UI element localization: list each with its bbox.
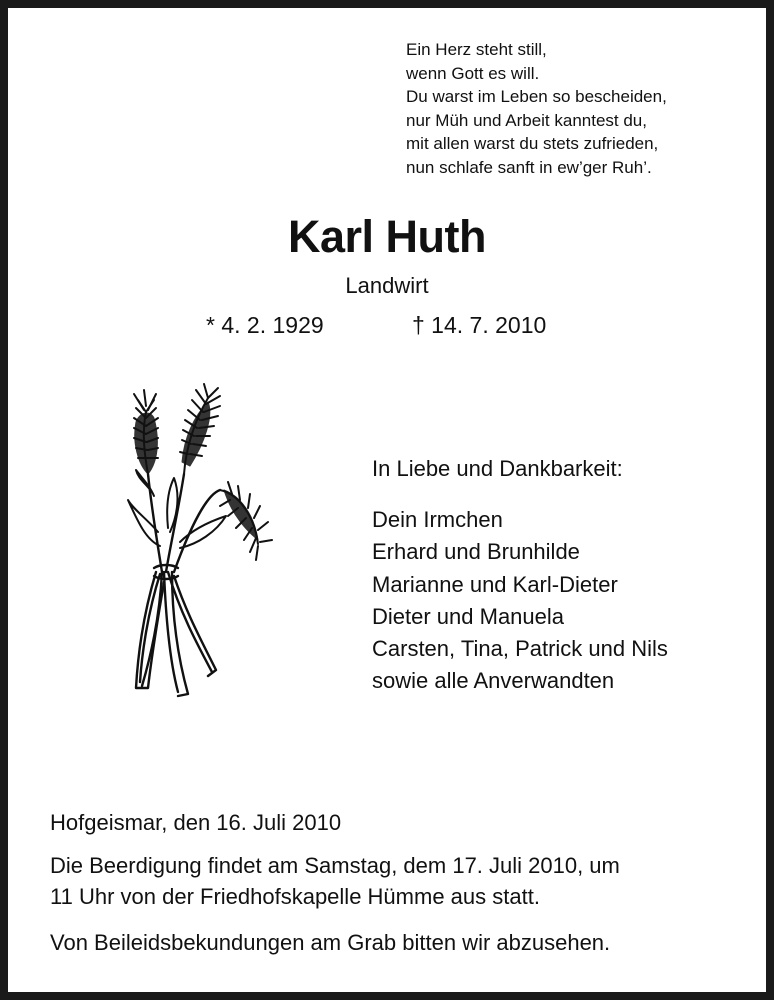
mourner: Erhard und Brunhilde [372,539,580,565]
poem-line: Du warst im Leben so bescheiden, [406,87,667,107]
poem-line: nur Müh und Arbeit kanntest du, [406,110,647,130]
mourner: Dein Irmchen [372,507,503,532]
poem-line: wenn Gott es will. [406,63,540,83]
deceased-name: Karl Huth [288,211,486,262]
mourner: Dieter und Manuela [372,603,565,629]
poem-line: nun schlafe sanft in ew’ger Ruh’. [406,157,652,177]
thanks-line: In Liebe und Dankbarkeit: [372,456,623,481]
birth-date: * 4. 2. 1929 [206,312,324,338]
mourner: Marianne und Karl-Dieter [372,571,618,597]
wheat-sheaf-icon [108,382,278,702]
place-date: Hofgeismar, den 16. Juli 2010 [50,810,342,835]
funeral-line: 11 Uhr von der Friedhofskapelle Hümme aus statt. [50,884,540,909]
funeral-line: Die Beerdigung findet am Samstag, dem 17. Juli 2010, um [50,853,620,878]
poem-line: mit allen warst du stets zufrieden, [406,134,659,154]
poem-line: Ein Herz steht still, [406,40,547,59]
condolence-note: Von Beileidsbekundungen am Grab bitten wir abzusehen. [50,930,611,955]
mourner: sowie alle Anverwandten [372,668,615,694]
mourners-list [372,504,668,698]
death-date: † 14. 7. 2010 [412,312,547,338]
mourner: Carsten, Tina, Patrick und Nils [372,636,668,662]
obituary-card [8,8,766,992]
funeral-notice [50,850,620,912]
poem [406,38,667,180]
deceased-occupation: Landwirt [345,273,429,298]
